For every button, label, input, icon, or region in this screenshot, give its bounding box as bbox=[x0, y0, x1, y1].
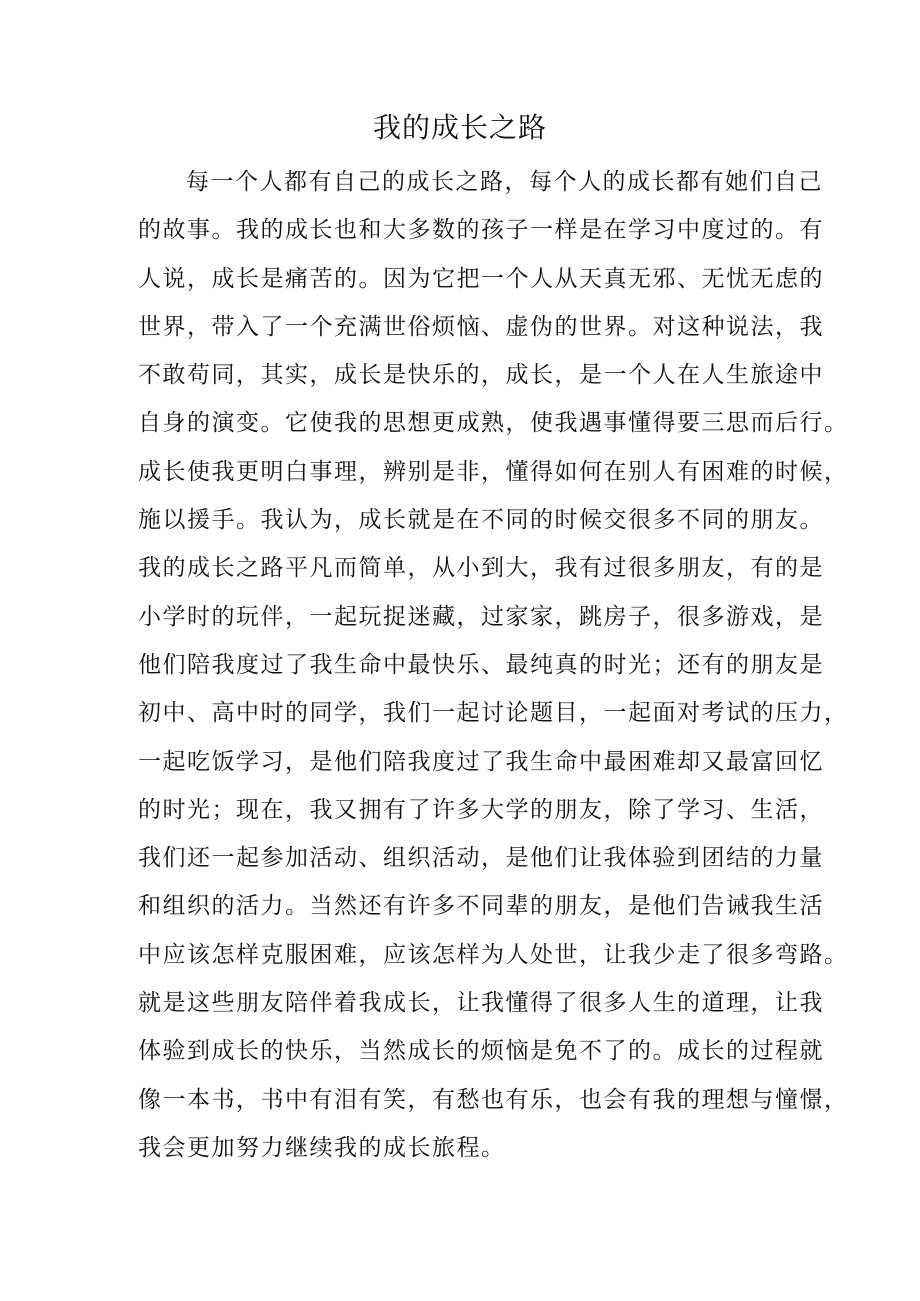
body-line: 初中、高中时的同学，我们一起讨论题目，一起面对考试的压力， bbox=[138, 700, 849, 727]
body-line: 和组织的活力。当然还有许多不同辈的朋友，是他们告诫我生活 bbox=[138, 893, 824, 920]
body-line: 不敢苟同，其实，成长是快乐的，成长，是一个人在人生旅途中 bbox=[138, 362, 824, 389]
document-title: 我的成长之路 bbox=[372, 111, 547, 144]
body-line: 就是这些朋友陪伴着我成长，让我懂得了很多人生的道理，让我 bbox=[138, 990, 824, 1017]
body-line: 体验到成长的快乐，当然成长的烦恼是免不了的。成长的过程就 bbox=[138, 1038, 824, 1065]
body-line: 施以援手。我认为，成长就是在不同的时候交很多不同的朋友。 bbox=[138, 507, 824, 534]
body-line: 中应该怎样克服困难，应该怎样为人处世，让我少走了很多弯路。 bbox=[138, 941, 849, 968]
body-line: 我会更加努力继续我的成长旅程。 bbox=[138, 1134, 506, 1161]
body-line: 自身的演变。它使我的思想更成熟，使我遇事懂得要三思而后行。 bbox=[138, 410, 849, 437]
document-body bbox=[138, 158, 849, 1172]
body-line: 每一个人都有自己的成长之路，每个人的成长都有她们自己 bbox=[186, 169, 823, 195]
body-line: 的时光；现在，我又拥有了许多大学的朋友，除了学习、生活， bbox=[138, 796, 824, 823]
body-line: 人说，成长是痛苦的。因为它把一个人从天真无邪、无忧无虑的 bbox=[138, 265, 824, 292]
body-line: 一起吃饭学习，是他们陪我度过了我生命中最困难却又最富回忆 bbox=[138, 748, 824, 775]
body-line: 的故事。我的成长也和大多数的孩子一样是在学习中度过的。有 bbox=[138, 217, 824, 244]
body-line: 我的成长之路平凡而简单，从小到大，我有过很多朋友，有的是 bbox=[138, 555, 824, 582]
body-line: 我们还一起参加活动、组织活动，是他们让我体验到团结的力量 bbox=[138, 845, 824, 872]
body-line: 成长使我更明白事理，辨别是非，懂得如何在别人有困难的时候， bbox=[138, 458, 849, 485]
body-line: 小学时的玩伴，一起玩捉迷藏，过家家，跳房子，很多游戏，是 bbox=[138, 603, 824, 630]
body-line: 像一本书，书中有泪有笑，有愁也有乐，也会有我的理想与憧憬， bbox=[138, 1086, 849, 1113]
body-line: 世界，带入了一个充满世俗烦恼、虚伪的世界。对这种说法，我 bbox=[138, 313, 824, 340]
body-line: 他们陪我度过了我生命中最快乐、最纯真的时光；还有的朋友是 bbox=[138, 651, 824, 678]
